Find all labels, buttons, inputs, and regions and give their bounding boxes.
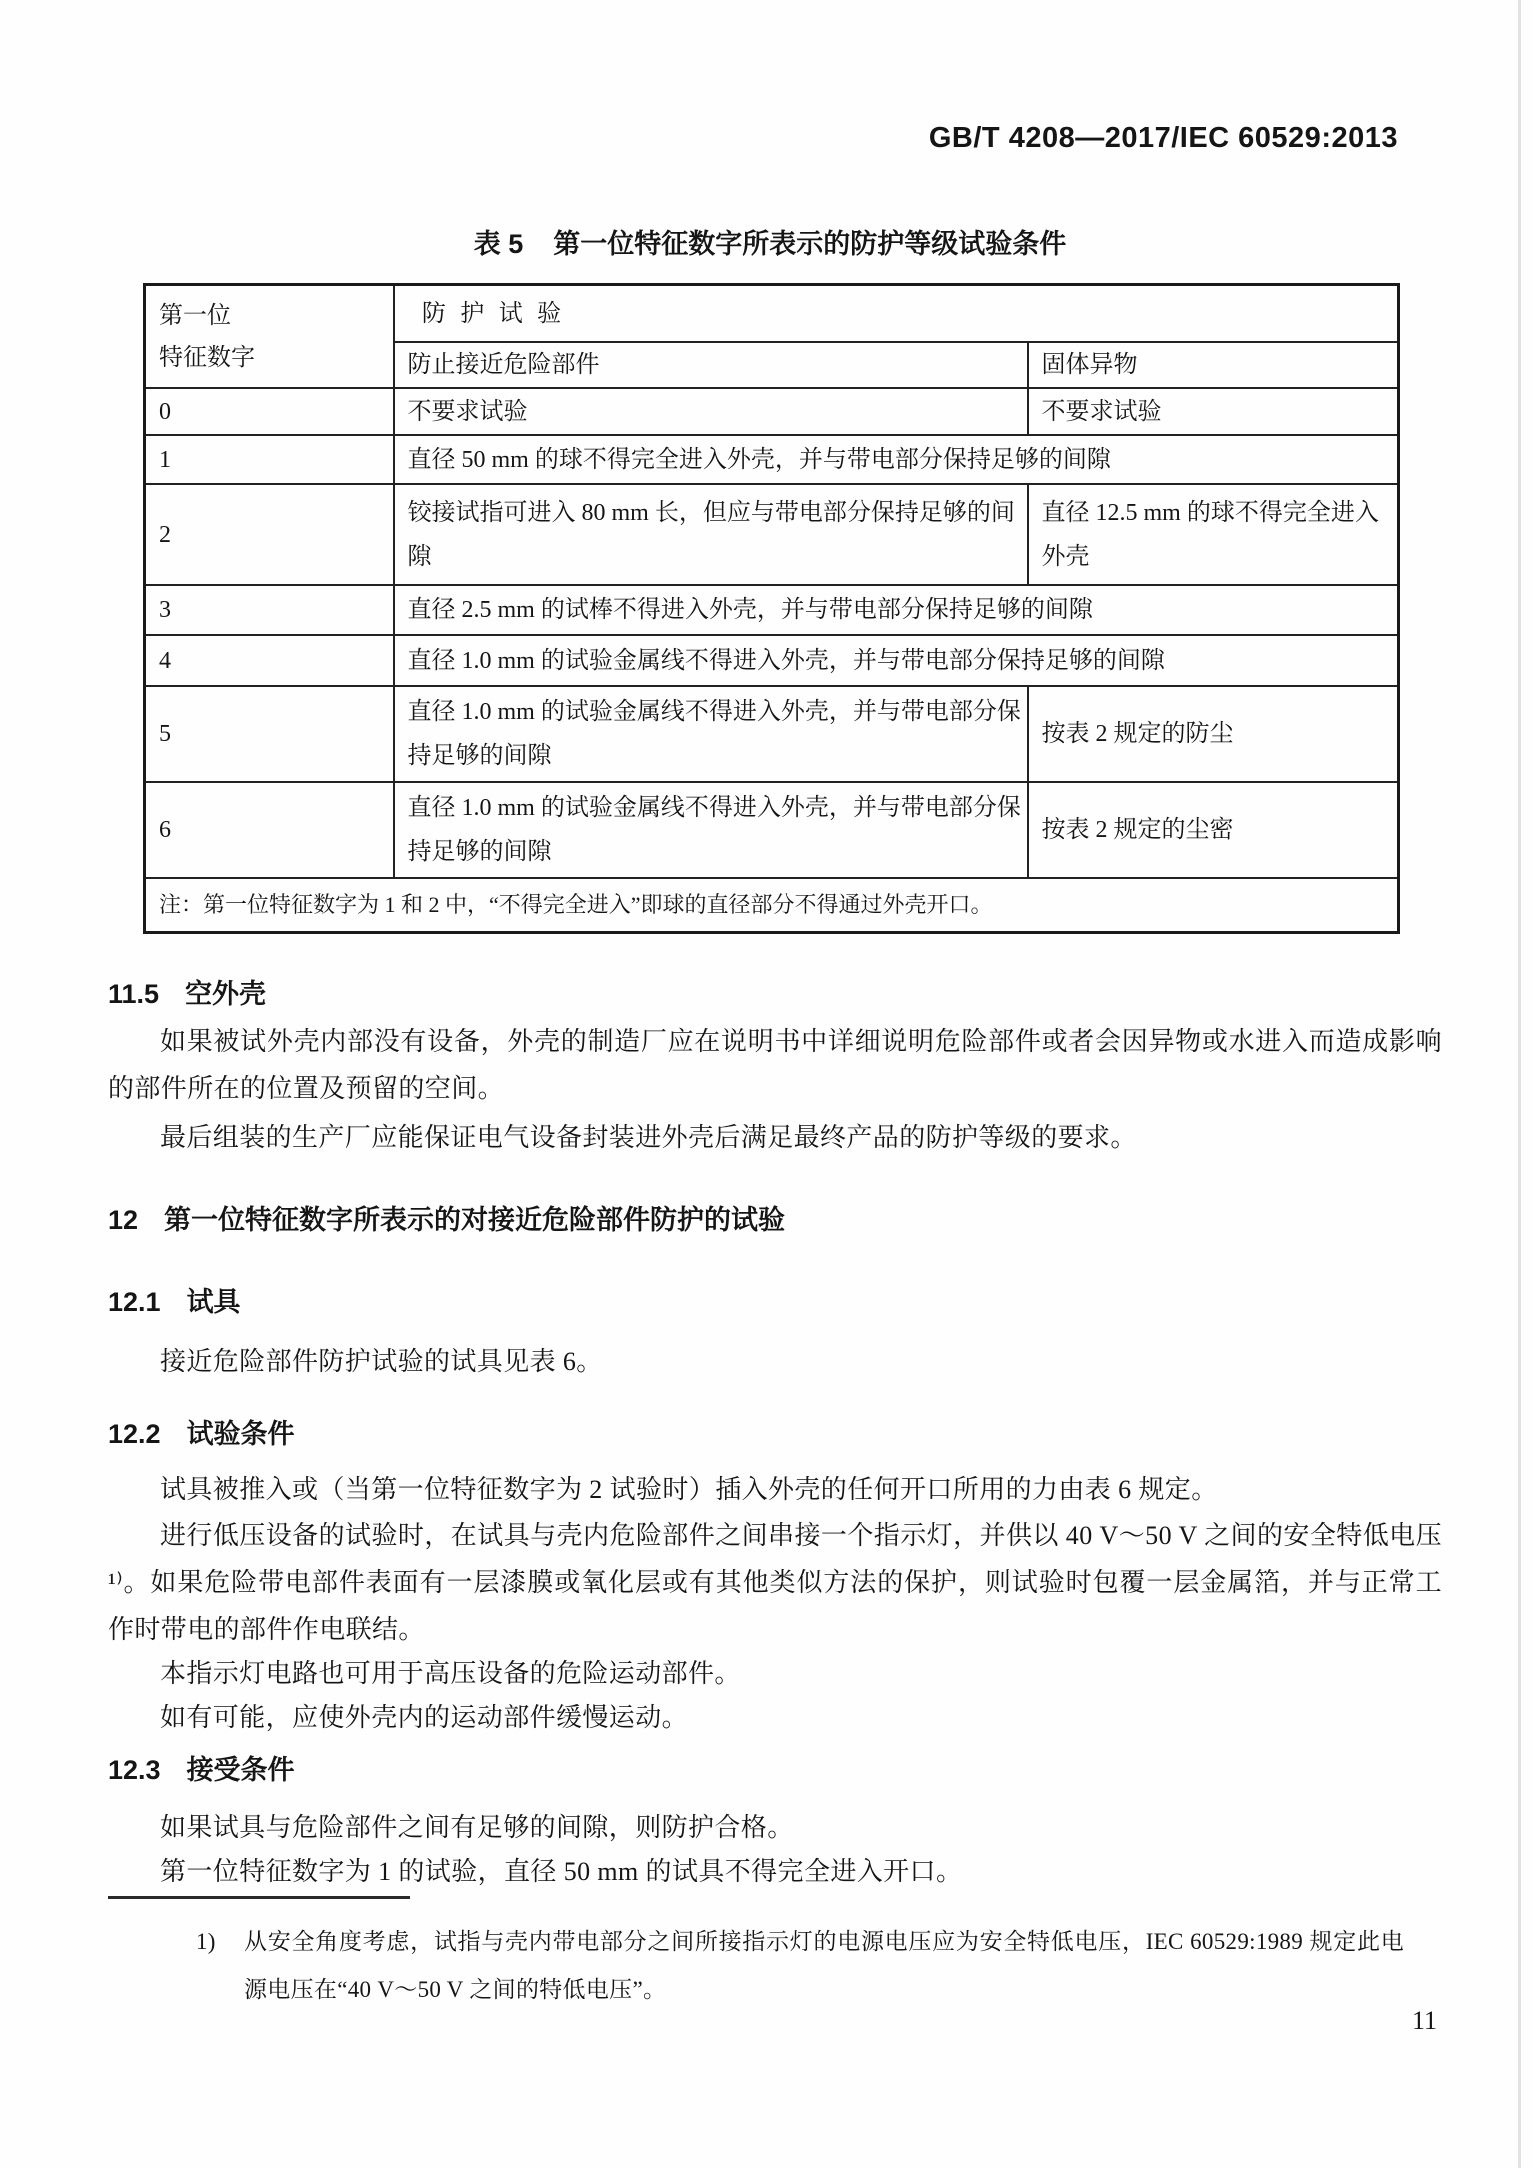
section-title: 试验条件 bbox=[186, 1419, 295, 1449]
cell-full: 直径 2.5 mm 的试棒不得进入外壳，并与带电部分保持足够的间隙 bbox=[394, 585, 1399, 635]
table-row bbox=[145, 635, 1399, 686]
header-access-hazard: 防止接近危险部件 bbox=[394, 342, 1028, 388]
paragraph: 进行低压设备的试验时，在试具与壳内危险部件之间串接一个指示灯，并供以 40 V～50 V 之间的安全特低电压¹⁾。如果危险带电部件表面有一层漆膜或氧化层或有其他类似方法的保护，则试验时包覆一层金属箔，并与正常工作时带电的部件作电联结。 bbox=[108, 1521, 1442, 1644]
standard-reference-header: GB/T 4208—2017/IEC 60529:2013 bbox=[928, 122, 1398, 154]
section-title: 试具 bbox=[186, 1287, 241, 1317]
cell-digit: 0 bbox=[145, 388, 394, 435]
header-solid-object: 固体异物 bbox=[1028, 342, 1399, 388]
header-first-digit-line1: 第一位 bbox=[159, 301, 231, 329]
section-number: 12.3 bbox=[108, 1755, 161, 1785]
table5-title-text: 第一位特征数字所表示的防护等级试验条件 bbox=[553, 229, 1067, 259]
footnote-marker: 1) bbox=[196, 1929, 216, 1954]
table-header-row-1 bbox=[145, 285, 1399, 343]
section-title: 空外壳 bbox=[185, 979, 267, 1009]
section-heading-12-1 bbox=[108, 1280, 1442, 1319]
paragraph: 接近危险部件防护试验的试具见表 6。 bbox=[160, 1347, 603, 1376]
section-number: 12 bbox=[108, 1205, 139, 1235]
cell-solid: 直径 12.5 mm 的球不得完全进入外壳 bbox=[1028, 484, 1399, 585]
paragraph: 如果被试外壳内部没有设备，外壳的制造厂应在说明书中详细说明危险部件或者会因异物或水进入而造成影响的部件所在的位置及预留的空间。 bbox=[108, 1027, 1442, 1103]
cell-digit: 5 bbox=[145, 686, 394, 782]
header-protection-test: 防护试验 bbox=[394, 285, 1399, 343]
cell-protection: 铰接试指可进入 80 mm 长，但应与带电部分保持足够的间隙 bbox=[394, 484, 1028, 585]
paragraph: 本指示灯电路也可用于高压设备的危险运动部件。 bbox=[160, 1659, 741, 1688]
footnote-divider bbox=[108, 1896, 410, 1899]
section-title: 接受条件 bbox=[186, 1755, 295, 1785]
table-note-row bbox=[145, 878, 1399, 933]
table-row bbox=[145, 585, 1399, 635]
section-heading-12-3 bbox=[108, 1748, 1442, 1787]
cell-protection: 直径 1.0 mm 的试验金属线不得进入外壳，并与带电部分保持足够的间隙 bbox=[394, 686, 1028, 782]
table5-label: 表 5 bbox=[473, 229, 524, 259]
scan-edge-line bbox=[1518, 0, 1521, 2168]
header-first-digit-line2: 特征数字 bbox=[159, 343, 255, 371]
table-note: 注：第一位特征数字为 1 和 2 中，“不得完全进入”即球的直径部分不得通过外壳开口。 bbox=[145, 878, 1399, 933]
cell-full: 直径 1.0 mm 的试验金属线不得进入外壳，并与带电部分保持足够的间隙 bbox=[394, 635, 1399, 686]
section-heading-12 bbox=[108, 1198, 1442, 1237]
section-number: 12.1 bbox=[108, 1287, 161, 1317]
footnote bbox=[196, 1918, 1442, 2014]
header-first-digit bbox=[145, 285, 394, 389]
cell-digit: 2 bbox=[145, 484, 394, 585]
section-heading-11-5 bbox=[108, 972, 1442, 1011]
section-number: 12.2 bbox=[108, 1419, 161, 1449]
table-row bbox=[145, 435, 1399, 484]
cell-digit: 3 bbox=[145, 585, 394, 635]
paragraph: 试具被推入或（当第一位特征数字为 2 试验时）插入外壳的任何开口所用的力由表 6 规定。 bbox=[160, 1475, 1218, 1504]
paragraph: 第一位特征数字为 1 的试验，直径 50 mm 的试具不得完全进入开口。 bbox=[160, 1857, 963, 1886]
cell-digit: 6 bbox=[145, 782, 394, 878]
table5 bbox=[143, 283, 1400, 934]
paragraph: 最后组装的生产厂应能保证电气设备封装进外壳后满足最终产品的防护等级的要求。 bbox=[160, 1123, 1137, 1152]
section-title: 第一位特征数字所表示的对接近危险部件防护的试验 bbox=[164, 1205, 786, 1235]
section-number: 11.5 bbox=[108, 979, 160, 1009]
cell-solid: 按表 2 规定的尘密 bbox=[1028, 782, 1399, 878]
paragraph: 如果试具与危险部件之间有足够的间隙，则防护合格。 bbox=[160, 1813, 794, 1842]
table-row bbox=[145, 782, 1399, 878]
table5-title bbox=[143, 222, 1397, 261]
footnote-text: 从安全角度考虑，试指与壳内带电部分之间所接指示灯的电源电压应为安全特低电压，IEC 60529:1989 规定此电源电压在“40 V～50 V 之间的特低电压”。 bbox=[244, 1929, 1404, 2002]
cell-solid: 按表 2 规定的防尘 bbox=[1028, 686, 1399, 782]
paragraph: 如有可能，应使外壳内的运动部件缓慢运动。 bbox=[160, 1703, 689, 1732]
table-row bbox=[145, 484, 1399, 585]
cell-full: 直径 50 mm 的球不得完全进入外壳，并与带电部分保持足够的间隙 bbox=[394, 435, 1399, 484]
table-row bbox=[145, 388, 1399, 435]
cell-protection: 不要求试验 bbox=[394, 388, 1028, 435]
page-number: 11 bbox=[1412, 2006, 1438, 2035]
cell-digit: 4 bbox=[145, 635, 394, 686]
table-row bbox=[145, 686, 1399, 782]
cell-protection: 直径 1.0 mm 的试验金属线不得进入外壳，并与带电部分保持足够的间隙 bbox=[394, 782, 1028, 878]
section-heading-12-2 bbox=[108, 1412, 1442, 1451]
cell-digit: 1 bbox=[145, 435, 394, 484]
cell-solid: 不要求试验 bbox=[1028, 388, 1399, 435]
